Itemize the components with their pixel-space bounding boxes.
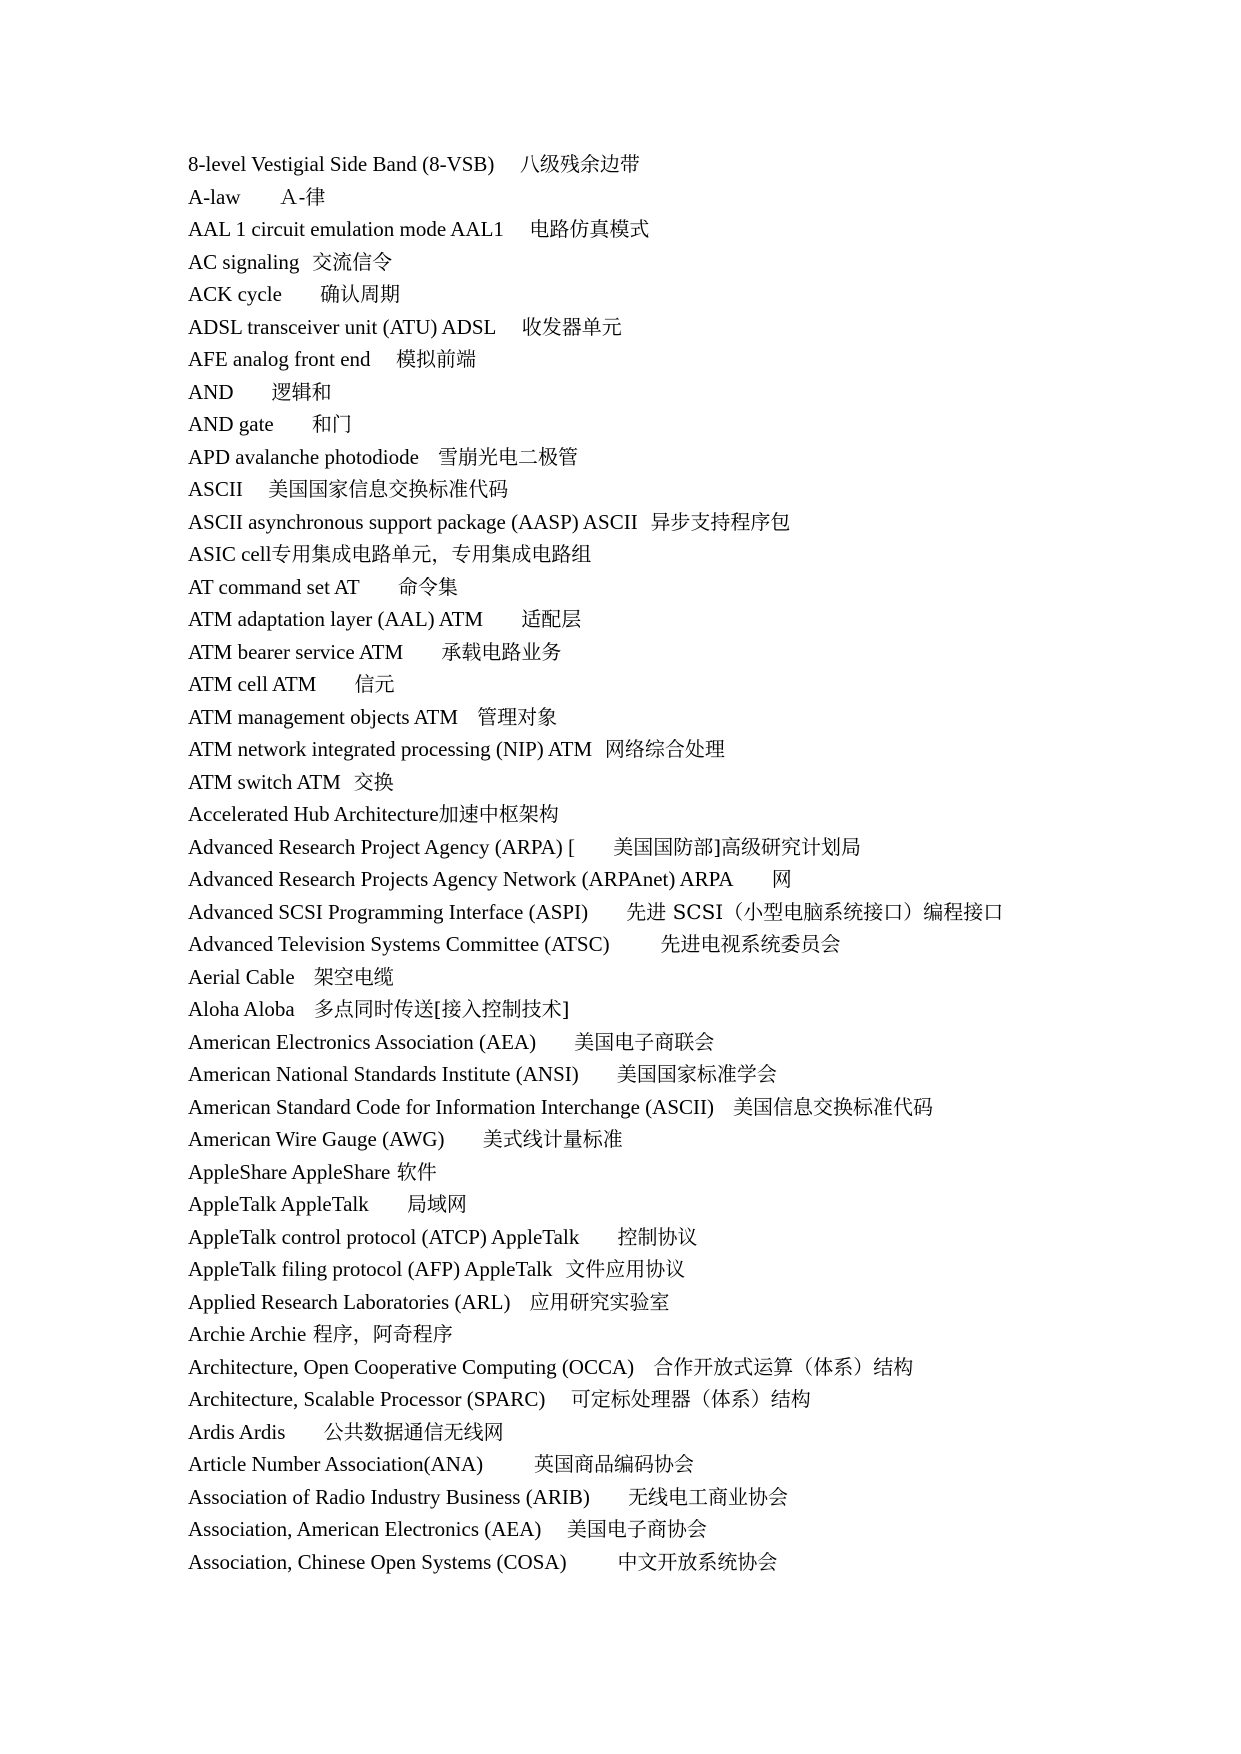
glossary-entry <box>188 441 1148 474</box>
entry-gap <box>274 412 312 436</box>
entry-term: Advanced Research Projects Agency Network (ARPAnet) ARPA <box>188 867 734 891</box>
glossary-entry <box>188 311 1148 344</box>
entry-gap <box>541 1517 566 1541</box>
entry-gap <box>371 347 396 371</box>
entry-term: ATM cell ATM <box>188 672 317 696</box>
entry-translation: 美国信息交换标准代码 <box>733 1094 934 1119</box>
entry-gap <box>588 900 626 924</box>
entry-gap <box>234 380 272 404</box>
entry-term: ATM switch ATM <box>188 769 341 794</box>
glossary-entry <box>188 538 1148 571</box>
glossary-entry <box>188 636 1148 669</box>
entry-translation: 确认周期 <box>320 282 401 306</box>
entry-gap <box>553 1257 566 1281</box>
glossary-entry <box>188 473 1148 506</box>
entry-term: APD avalanche photodiode <box>188 444 419 469</box>
glossary-entry <box>188 506 1148 539</box>
entry-gap <box>545 1387 570 1411</box>
entry-translation: 多点同时传送[接入控制技术] <box>313 997 570 1021</box>
entry-translation: 局域网 <box>406 1192 467 1216</box>
glossary-entry <box>188 603 1148 636</box>
entry-gap <box>360 575 398 599</box>
entry-term: AAL 1 circuit emulation mode AAL1 <box>188 217 504 241</box>
entry-translation: 架空电缆 <box>313 964 394 989</box>
entry-gap <box>579 1225 617 1249</box>
entry-gap <box>445 1127 483 1151</box>
entry-term: Association, American Electronics (AEA) <box>188 1517 542 1541</box>
entry-translation: 先进 SCSI（小型电脑系统接口）编程接口 <box>626 899 1004 924</box>
glossary-entry <box>188 1481 1148 1514</box>
glossary-list <box>188 148 1148 1578</box>
entry-gap <box>638 510 651 534</box>
entry-translation: 美式线计量标准 <box>482 1127 623 1151</box>
entry-translation: 中文开放系统协会 <box>617 1549 778 1574</box>
glossary-entry <box>188 961 1148 994</box>
glossary-entry <box>188 148 1148 181</box>
entry-gap <box>299 250 312 274</box>
entry-term: ATM adaptation layer (AAL) ATM <box>188 607 484 631</box>
glossary-entry <box>188 376 1148 409</box>
entry-term: Aloha Aloba <box>188 997 295 1021</box>
entry-translation: 命令集 <box>397 574 458 599</box>
glossary-entry <box>188 1091 1148 1124</box>
glossary-entry <box>188 1448 1148 1481</box>
entry-term: ASCII <box>188 477 243 501</box>
entry-gap <box>341 770 354 794</box>
glossary-entry <box>188 766 1148 799</box>
entry-gap <box>282 282 320 306</box>
entry-term: American National Standards Institute (ANSI) <box>188 1062 579 1086</box>
glossary-entry <box>188 668 1148 701</box>
glossary-entry <box>188 993 1148 1026</box>
glossary-entry <box>188 1026 1148 1059</box>
glossary-entry <box>188 1383 1148 1416</box>
glossary-entry <box>188 896 1148 929</box>
entry-term: Association, Chinese Open Systems (COSA) <box>188 1549 567 1574</box>
entry-gap <box>295 997 314 1021</box>
entry-term: Advanced Research Project Agency (ARPA) [ <box>188 834 576 859</box>
glossary-entry <box>188 278 1148 311</box>
entry-translation: Ａ-律 <box>278 184 326 209</box>
entry-translation: 加速中枢架构 <box>438 802 559 826</box>
entry-term: Advanced SCSI Programming Interface (ASPI) <box>188 899 589 924</box>
entry-term: American Wire Gauge (AWG) <box>188 1127 445 1151</box>
glossary-entry <box>188 1253 1148 1286</box>
entry-gap <box>592 737 605 761</box>
entry-translation: 交换 <box>353 769 394 794</box>
entry-term: ACK cycle <box>188 282 282 306</box>
entry-translation: 先进电视系统委员会 <box>660 932 841 956</box>
entry-gap <box>496 315 521 339</box>
entry-gap <box>483 607 521 631</box>
glossary-entry <box>188 1221 1148 1254</box>
entry-gap <box>369 1192 407 1216</box>
entry-term: AC signaling <box>188 249 300 274</box>
entry-translation: 美国电子商协会 <box>566 1517 707 1541</box>
entry-translation: 管理对象 <box>477 704 558 729</box>
entry-gap <box>243 477 268 501</box>
entry-term: Applied Research Laboratories (ARL) <box>188 1289 511 1314</box>
glossary-entry <box>188 343 1148 376</box>
entry-term: AppleTalk filing protocol (AFP) AppleTalk <box>188 1257 553 1281</box>
entry-term: 8-level Vestigial Side Band (8-VSB) <box>188 152 495 176</box>
glossary-entry <box>188 928 1148 961</box>
entry-translation: 美国国防部]高级研究计划局 <box>613 834 862 859</box>
entry-translation: 美国电子商联会 <box>574 1029 715 1054</box>
entry-term: AT command set AT <box>188 574 360 599</box>
entry-term: Association of Radio Industry Business (ARIB) <box>188 1484 590 1509</box>
entry-term: Architecture, Open Cooperative Computing (OCCA) <box>188 1354 635 1379</box>
glossary-entry <box>188 1416 1148 1449</box>
entry-translation: 应用研究实验室 <box>529 1289 670 1314</box>
glossary-entry <box>188 798 1148 831</box>
entry-term: AND <box>188 379 234 404</box>
entry-term: Article Number Association(ANA) <box>188 1452 484 1476</box>
entry-term: American Electronics Association (AEA) <box>188 1029 537 1054</box>
entry-translation: 文件应用协议 <box>565 1257 686 1281</box>
entry-gap <box>494 152 519 176</box>
entry-gap <box>536 1030 574 1054</box>
entry-gap <box>734 867 772 891</box>
entry-translation: 信元 <box>354 672 395 696</box>
entry-translation: 专用集成电路单元，专用集成电路组 <box>271 542 592 566</box>
entry-translation: 合作开放式运算（体系）结构 <box>653 1354 914 1379</box>
entry-term: ATM bearer service ATM <box>188 639 404 664</box>
glossary-entry <box>188 1513 1148 1546</box>
entry-translation: 模拟前端 <box>395 347 476 371</box>
glossary-entry <box>188 246 1148 279</box>
entry-translation: 交流信令 <box>312 249 393 274</box>
entry-gap <box>419 445 438 469</box>
entry-term: AppleTalk control protocol (ATCP) AppleTalk <box>188 1224 580 1249</box>
glossary-entry <box>188 701 1148 734</box>
entry-term: ASIC cell <box>188 542 272 566</box>
entry-term: ADSL transceiver unit (ATU) ADSL <box>188 314 497 339</box>
entry-translation: 和门 <box>311 412 352 436</box>
entry-term: American Standard Code for Information Interchange (ASCII) <box>188 1094 714 1119</box>
entry-term: ASCII asynchronous support package (AASP) ASCII <box>188 509 638 534</box>
entry-term: Ardis Ardis <box>188 1419 286 1444</box>
entry-translation: 收发器单元 <box>521 314 622 339</box>
glossary-entry <box>188 213 1148 246</box>
glossary-entry <box>188 1156 1148 1189</box>
entry-term: Archie Archie <box>188 1322 307 1346</box>
entry-translation: 软件 <box>396 1159 437 1184</box>
entry-gap <box>403 640 441 664</box>
glossary-entry <box>188 1286 1148 1319</box>
entry-gap <box>575 835 613 859</box>
entry-term: AND gate <box>188 412 274 436</box>
entry-term: Accelerated Hub Architecture <box>188 802 439 826</box>
entry-term: Architecture, Scalable Processor (SPARC) <box>188 1387 546 1411</box>
entry-term: Aerial Cable <box>188 964 295 989</box>
glossary-entry <box>188 1058 1148 1091</box>
entry-translation: 英国商品编码协会 <box>533 1452 694 1476</box>
glossary-entry <box>188 831 1148 864</box>
glossary-entry <box>188 1318 1148 1351</box>
entry-term: AppleTalk AppleTalk <box>188 1192 369 1216</box>
entry-gap <box>285 1420 323 1444</box>
entry-translation: 适配层 <box>521 607 582 631</box>
entry-term: AppleShare AppleShare <box>188 1159 391 1184</box>
entry-gap <box>483 1452 534 1476</box>
entry-translation: 美国国家标准学会 <box>616 1062 777 1086</box>
entry-translation: 无线电工商业协会 <box>628 1484 789 1509</box>
entry-term: Advanced Television Systems Committee (ATSC) <box>188 932 610 956</box>
entry-translation: 雪崩光电二极管 <box>438 444 579 469</box>
glossary-entry <box>188 1351 1148 1384</box>
entry-gap <box>579 1062 617 1086</box>
glossary-entry <box>188 1188 1148 1221</box>
glossary-entry <box>188 863 1148 896</box>
entry-translation: 逻辑和 <box>271 379 332 404</box>
glossary-entry <box>188 733 1148 766</box>
entry-translation: 程序，阿奇程序 <box>312 1322 453 1346</box>
entry-gap <box>458 705 477 729</box>
entry-translation: 网络综合处理 <box>604 737 725 761</box>
entry-gap <box>590 1485 628 1509</box>
glossary-entry <box>188 1123 1148 1156</box>
entry-translation: 网 <box>771 867 792 891</box>
entry-gap <box>510 1290 529 1314</box>
entry-gap <box>295 965 314 989</box>
entry-gap <box>714 1095 733 1119</box>
glossary-entry <box>188 1546 1148 1579</box>
entry-translation: 可定标处理器（体系）结构 <box>570 1387 811 1411</box>
entry-translation: 承载电路业务 <box>441 639 562 664</box>
entry-gap <box>610 932 661 956</box>
entry-gap <box>634 1355 653 1379</box>
entry-term: A-law <box>188 184 241 209</box>
entry-gap <box>240 185 278 209</box>
glossary-entry <box>188 181 1148 214</box>
glossary-entry <box>188 571 1148 604</box>
entry-gap <box>316 672 354 696</box>
entry-translation: 公共数据通信无线网 <box>323 1419 504 1444</box>
entry-gap <box>504 217 529 241</box>
entry-term: ATM network integrated processing (NIP) ATM <box>188 737 593 761</box>
entry-gap <box>567 1550 618 1574</box>
entry-translation: 美国国家信息交换标准代码 <box>268 477 509 501</box>
entry-translation: 八级残余边带 <box>519 152 640 176</box>
entry-term: ATM management objects ATM <box>188 704 459 729</box>
entry-term: AFE analog front end <box>188 347 371 371</box>
entry-translation: 异步支持程序包 <box>650 509 791 534</box>
entry-translation: 控制协议 <box>617 1224 698 1249</box>
entry-translation: 电路仿真模式 <box>529 217 650 241</box>
glossary-entry <box>188 408 1148 441</box>
